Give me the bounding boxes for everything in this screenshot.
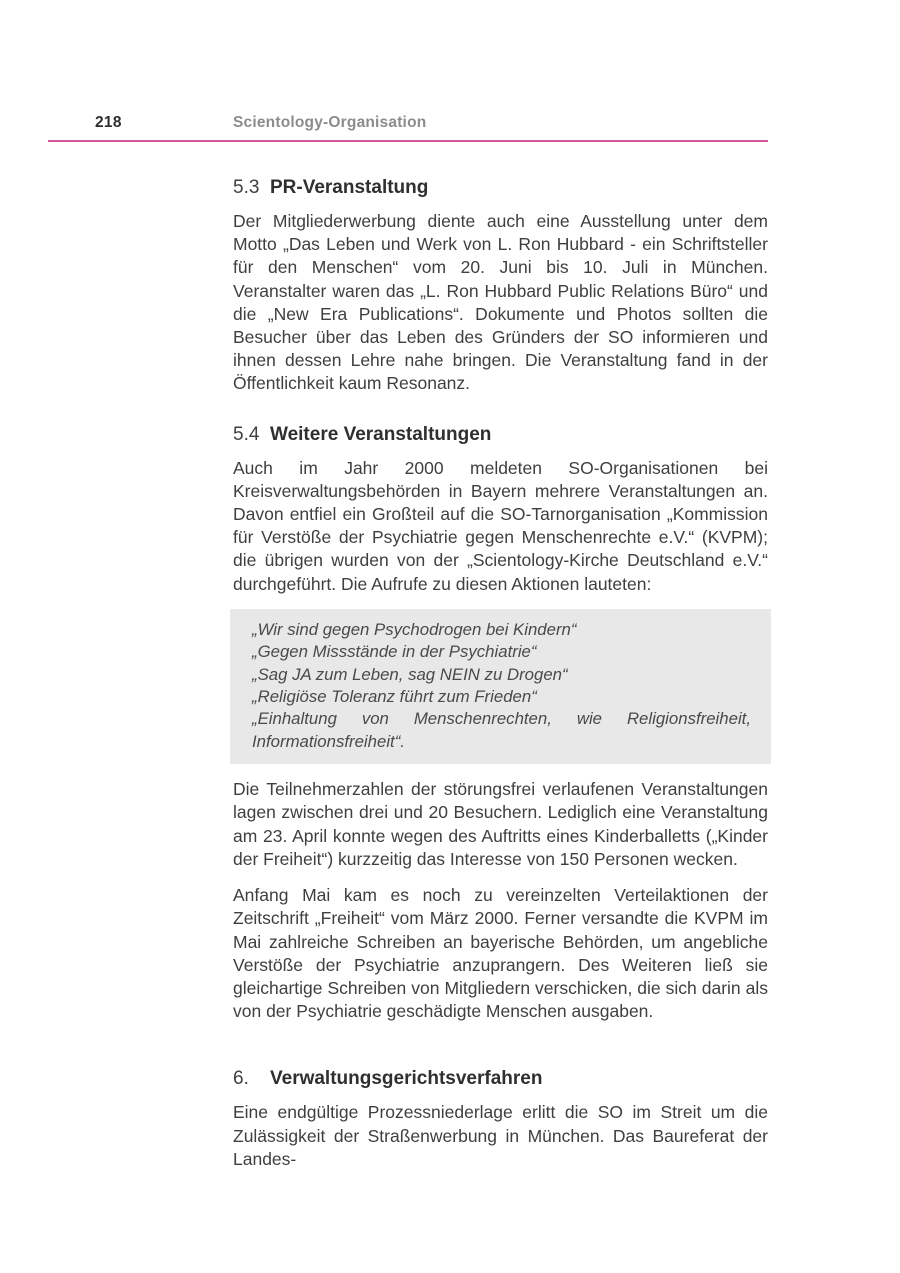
paragraph-weitere-veranstaltungen-3: Anfang Mai kam es noch zu vereinzelten Verteilaktionen der Zeitschrift „Freiheit“ vom März 2000. Ferner versandte die KVPM im Mai zahlreiche Schreiben an bayerische Behörden, um angebliche Verstöße der Psychiatrie anzuprangern. Des Weiteren ließ sie gleichartige Schreiben von Mitgliedern verschicken, die sich darin als von der Psychiatrie geschädigte Menschen ausgaben.	[233, 885, 768, 1022]
section-number: 5.4	[233, 423, 260, 445]
paragraph-pr-veranstaltung: Der Mitgliederwerbung diente auch eine Ausstellung unter dem Motto „Das Leben und Werk von L. Ron Hubbard - ein Schriftsteller für den Menschen“ vom 20. Juni bis 10. Juli in München. Veranstalter waren das „L. Ron Hubbard Public Relations Büro“ und die „New Era Publications“. Dokumente und Photos sollten die Besucher über das Leben des Gründers der SO informieren und ihnen dessen Lehre nahe bringen. Die Veranstaltung fand in der Öffentlichkeit kaum Resonanz.	[233, 211, 768, 394]
paragraph-weitere-veranstaltungen-1: Auch im Jahr 2000 meldeten SO-Organisationen bei Kreisverwaltungsbehörden in Bayern mehrere Veranstaltungen an. Davon entfiel ein Großteil auf die SO-Tarnorganisation „Kommission für Verstöße der Psychiatrie gegen Menschenrechte e.V.“ (KVPM); die übrigen wurden von der „Scientology-Kirche Deutschland e.V.“ durchgeführt. Die Aufrufe zu diesen Aktionen lauteten:	[233, 457, 768, 594]
slogan-quote-box	[230, 609, 771, 764]
page-body	[233, 176, 768, 1171]
running-header-title: Scientology-Organisation	[233, 114, 427, 131]
slogan-quote: „Wir sind gegen Psychodrogen bei Kindern“	[252, 619, 577, 639]
slogan-quote: „Einhaltung von Menschenrechten, wie Religionsfreiheit, Informationsfreiheit“.	[252, 709, 751, 751]
paragraph-verwaltungsgerichtsverfahren: Eine endgültige Prozessniederlage erlitt die SO im Streit um die Zulässigkeit der Straßenwerbung in München. Das Baureferat der Landes-	[233, 1102, 768, 1169]
section-number: 6.	[233, 1068, 249, 1090]
slogan-quote: „Gegen Missstände in der Psychiatrie“	[252, 642, 537, 662]
slogan-quote: „Religiöse Toleranz führt zum Frieden“	[252, 687, 537, 707]
section-heading-5-3	[233, 176, 768, 200]
section-heading-5-4	[233, 423, 768, 447]
page-number: 218	[95, 114, 122, 131]
paragraph-weitere-veranstaltungen-2: Die Teilnehmerzahlen der störungsfrei verlaufenen Veranstaltungen lagen zwischen drei und 20 Besuchern. Lediglich eine Veranstaltung am 23. April konnte wegen des Auftritts eines Kinderballetts („Kinder der Freiheit“) kurzzeitig das Interesse von 150 Personen wecken.	[233, 779, 768, 869]
running-header	[48, 111, 768, 142]
section-title: PR-Veranstaltung	[270, 177, 429, 198]
section-title: Verwaltungsgerichtsverfahren	[270, 1068, 543, 1090]
slogan-quote: „Sag JA zum Leben, sag NEIN zu Drogen“	[252, 664, 568, 684]
section-title: Weitere Veranstaltungen	[270, 423, 492, 445]
section-number: 5.3	[233, 177, 260, 198]
section-heading-6	[233, 1067, 768, 1091]
